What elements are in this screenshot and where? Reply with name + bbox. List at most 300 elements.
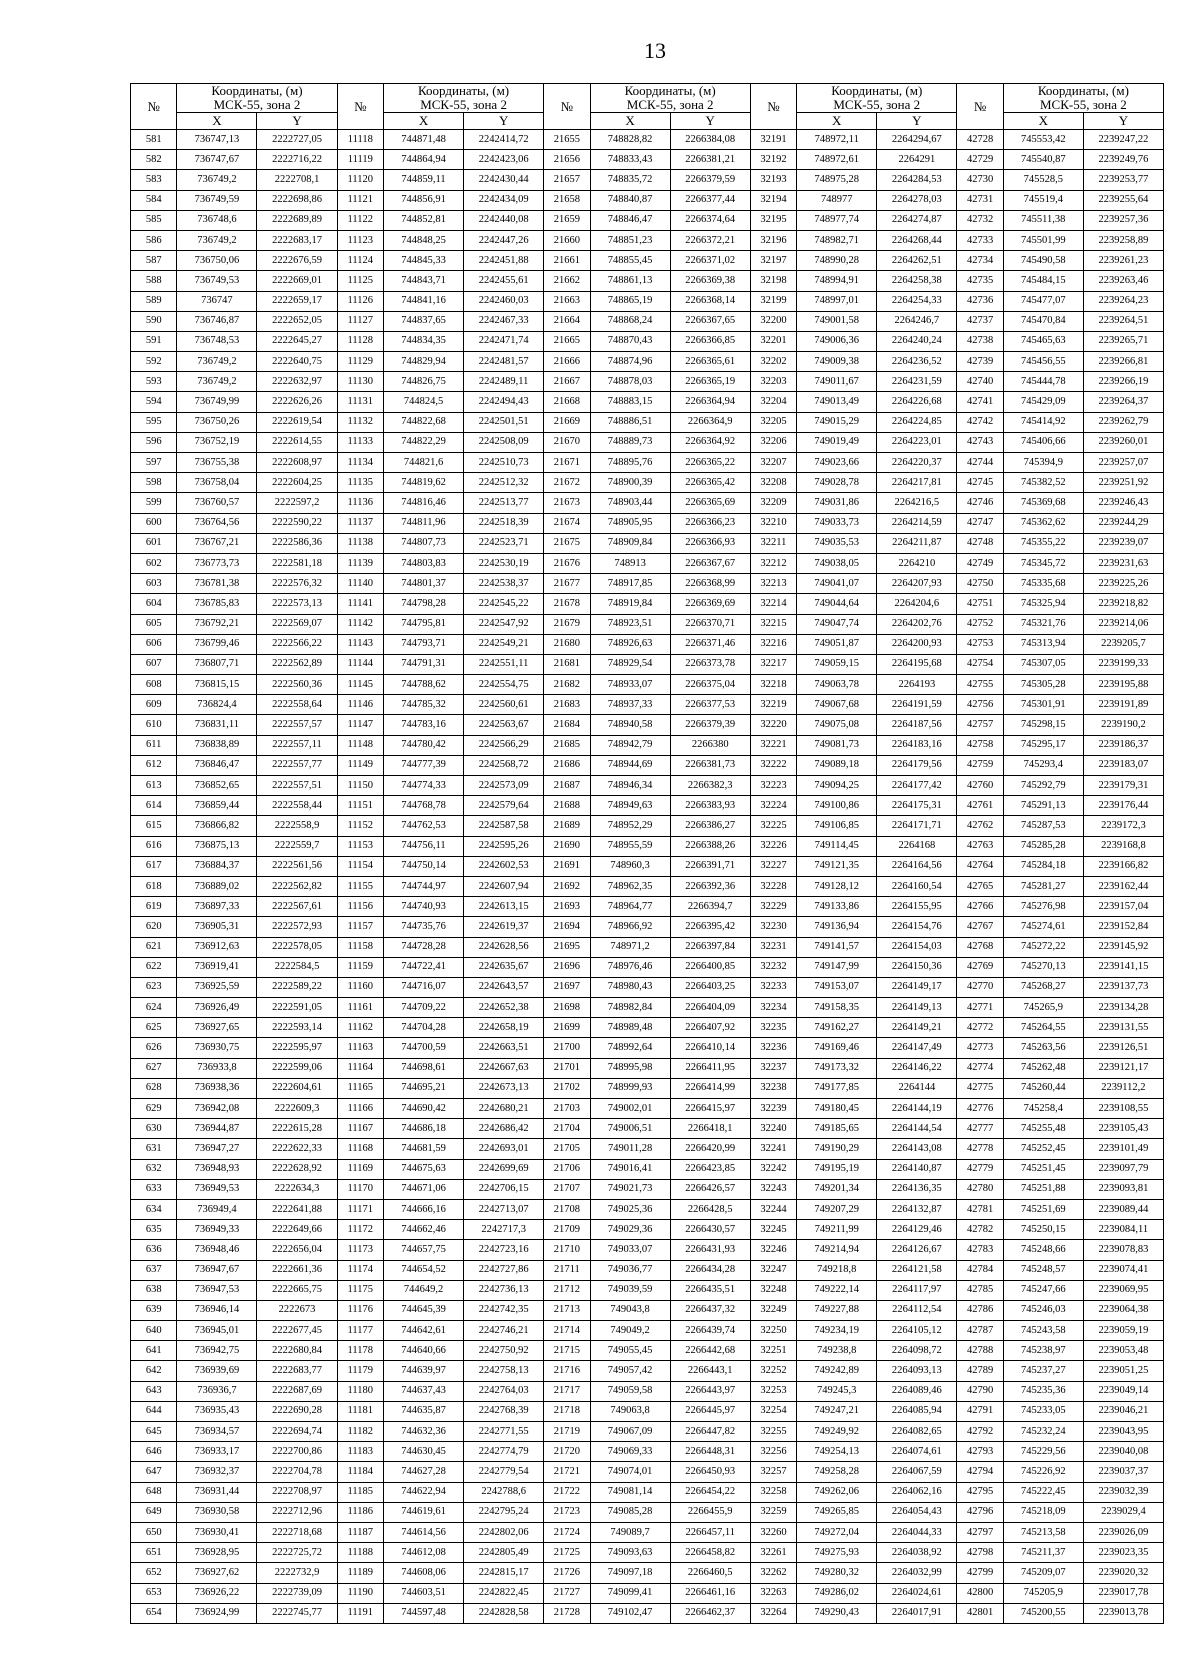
x-coordinate: 748886,51 (590, 412, 670, 432)
point-number: 42779 (957, 1159, 1003, 1179)
y-coordinate: 2266367,67 (670, 553, 750, 573)
point-number: 11176 (337, 1300, 383, 1320)
y-coordinate: 2222567,61 (257, 897, 337, 917)
point-number: 21724 (544, 1522, 590, 1542)
point-number: 594 (131, 392, 177, 412)
x-coordinate: 744845,33 (383, 251, 463, 271)
point-number: 612 (131, 755, 177, 775)
x-coordinate: 749081,73 (797, 735, 877, 755)
y-coordinate: 2266391,71 (670, 856, 750, 876)
column-header-y: Y (670, 113, 750, 130)
y-coordinate: 2242750,92 (464, 1341, 544, 1361)
point-number: 11187 (337, 1522, 383, 1542)
x-coordinate: 749162,27 (797, 1018, 877, 1038)
y-coordinate: 2266447,82 (670, 1422, 750, 1442)
point-number: 648 (131, 1482, 177, 1502)
y-coordinate: 2242742,35 (464, 1300, 544, 1320)
table-row (131, 856, 1164, 876)
point-number: 643 (131, 1381, 177, 1401)
point-number: 631 (131, 1139, 177, 1159)
x-coordinate: 744614,56 (383, 1522, 463, 1542)
x-coordinate: 749059,58 (590, 1381, 670, 1401)
y-coordinate: 2264032,99 (877, 1563, 957, 1583)
x-coordinate: 744695,21 (383, 1078, 463, 1098)
point-number: 11145 (337, 675, 383, 695)
x-coordinate: 745200,55 (1003, 1603, 1083, 1623)
y-coordinate: 2264149,13 (877, 998, 957, 1018)
y-coordinate: 2264054,43 (877, 1502, 957, 1522)
y-coordinate: 2239105,43 (1083, 1119, 1163, 1139)
y-coordinate: 2222584,5 (257, 957, 337, 977)
x-coordinate: 749097,18 (590, 1563, 670, 1583)
x-coordinate: 745540,87 (1003, 150, 1083, 170)
point-number: 21727 (544, 1583, 590, 1603)
point-number: 32261 (750, 1543, 796, 1563)
y-coordinate: 2222622,33 (257, 1139, 337, 1159)
point-number: 618 (131, 876, 177, 896)
point-number: 616 (131, 836, 177, 856)
y-coordinate: 2266439,74 (670, 1321, 750, 1341)
x-coordinate: 745298,15 (1003, 715, 1083, 735)
point-number: 42766 (957, 897, 1003, 917)
point-number: 42736 (957, 291, 1003, 311)
x-coordinate: 736944,87 (177, 1119, 257, 1139)
y-coordinate: 2222676,59 (257, 251, 337, 271)
table-row (131, 190, 1164, 210)
column-header-x: X (1003, 113, 1083, 130)
point-number: 621 (131, 937, 177, 957)
point-number: 11184 (337, 1462, 383, 1482)
point-number: 32257 (750, 1462, 796, 1482)
table-row (131, 735, 1164, 755)
x-coordinate: 744690,42 (383, 1099, 463, 1119)
y-coordinate: 2239032,39 (1083, 1482, 1163, 1502)
table-row (131, 1018, 1164, 1038)
y-coordinate: 2239046,21 (1083, 1401, 1163, 1421)
y-coordinate: 2239043,95 (1083, 1422, 1163, 1442)
y-coordinate: 2242828,58 (464, 1603, 544, 1623)
y-coordinate: 2242430,44 (464, 170, 544, 190)
x-coordinate: 744686,18 (383, 1119, 463, 1139)
point-number: 42769 (957, 957, 1003, 977)
x-coordinate: 748949,63 (590, 796, 670, 816)
point-number: 32221 (750, 735, 796, 755)
x-coordinate: 736758,04 (177, 473, 257, 493)
x-coordinate: 744681,59 (383, 1139, 463, 1159)
x-coordinate: 749081,14 (590, 1482, 670, 1502)
x-coordinate: 736747,13 (177, 130, 257, 150)
point-number: 32263 (750, 1583, 796, 1603)
x-coordinate: 749031,86 (797, 493, 877, 513)
point-number: 623 (131, 977, 177, 997)
y-coordinate: 2222687,69 (257, 1381, 337, 1401)
x-coordinate: 748903,44 (590, 493, 670, 513)
x-coordinate: 748971,2 (590, 937, 670, 957)
point-number: 21664 (544, 311, 590, 331)
y-coordinate: 2266366,85 (670, 331, 750, 351)
x-coordinate: 745255,48 (1003, 1119, 1083, 1139)
x-coordinate: 736949,33 (177, 1220, 257, 1240)
x-coordinate: 744642,61 (383, 1321, 463, 1341)
x-coordinate: 736927,65 (177, 1018, 257, 1038)
point-number: 11135 (337, 473, 383, 493)
y-coordinate: 2239162,44 (1083, 876, 1163, 896)
point-number: 581 (131, 130, 177, 150)
point-number: 615 (131, 816, 177, 836)
x-coordinate: 749290,43 (797, 1603, 877, 1623)
point-number: 32246 (750, 1240, 796, 1260)
y-coordinate: 2242717,3 (464, 1220, 544, 1240)
x-coordinate: 748933,07 (590, 675, 670, 695)
y-coordinate: 2242663,51 (464, 1038, 544, 1058)
table-row (131, 1381, 1164, 1401)
y-coordinate: 2242434,09 (464, 190, 544, 210)
point-number: 42797 (957, 1522, 1003, 1542)
point-number: 21665 (544, 331, 590, 351)
y-coordinate: 2264082,65 (877, 1422, 957, 1442)
point-number: 21677 (544, 574, 590, 594)
x-coordinate: 748972,61 (797, 150, 877, 170)
x-coordinate: 745268,27 (1003, 977, 1083, 997)
point-number: 11124 (337, 251, 383, 271)
table-row (131, 392, 1164, 412)
y-coordinate: 2266365,19 (670, 372, 750, 392)
point-number: 11168 (337, 1139, 383, 1159)
y-coordinate: 2239134,28 (1083, 998, 1163, 1018)
point-number: 588 (131, 271, 177, 291)
y-coordinate: 2239218,82 (1083, 594, 1163, 614)
point-number: 11148 (337, 735, 383, 755)
y-coordinate: 2242723,16 (464, 1240, 544, 1260)
x-coordinate: 744816,46 (383, 493, 463, 513)
y-coordinate: 2266394,7 (670, 897, 750, 917)
point-number: 21725 (544, 1543, 590, 1563)
point-number: 21657 (544, 170, 590, 190)
point-number: 11159 (337, 957, 383, 977)
y-coordinate: 2266443,97 (670, 1381, 750, 1401)
point-number: 42776 (957, 1099, 1003, 1119)
point-number: 21685 (544, 735, 590, 755)
y-coordinate: 2222572,93 (257, 917, 337, 937)
x-coordinate: 745321,76 (1003, 614, 1083, 634)
x-coordinate: 748835,72 (590, 170, 670, 190)
table-row (131, 755, 1164, 775)
point-number: 42768 (957, 937, 1003, 957)
point-number: 11189 (337, 1563, 383, 1583)
point-number: 11129 (337, 352, 383, 372)
y-coordinate: 2222659,17 (257, 291, 337, 311)
point-number: 32197 (750, 251, 796, 271)
y-coordinate: 2266461,16 (670, 1583, 750, 1603)
table-row (131, 614, 1164, 634)
y-coordinate: 2266434,28 (670, 1260, 750, 1280)
x-coordinate: 748990,28 (797, 251, 877, 271)
point-number: 11169 (337, 1159, 383, 1179)
point-number: 21705 (544, 1139, 590, 1159)
point-number: 21706 (544, 1159, 590, 1179)
point-number: 42787 (957, 1321, 1003, 1341)
x-coordinate: 749100,86 (797, 796, 877, 816)
point-number: 11191 (337, 1603, 383, 1623)
point-number: 638 (131, 1280, 177, 1300)
point-number: 21655 (544, 130, 590, 150)
x-coordinate: 745262,48 (1003, 1058, 1083, 1078)
x-coordinate: 749211,99 (797, 1220, 877, 1240)
x-coordinate: 736764,56 (177, 513, 257, 533)
y-coordinate: 2242699,69 (464, 1159, 544, 1179)
point-number: 649 (131, 1502, 177, 1522)
y-coordinate: 2266443,1 (670, 1361, 750, 1381)
x-coordinate: 749089,7 (590, 1522, 670, 1542)
point-number: 11121 (337, 190, 383, 210)
x-coordinate: 736930,75 (177, 1038, 257, 1058)
y-coordinate: 2239262,79 (1083, 412, 1163, 432)
point-number: 646 (131, 1442, 177, 1462)
point-number: 42789 (957, 1361, 1003, 1381)
y-coordinate: 2222712,96 (257, 1502, 337, 1522)
point-number: 608 (131, 675, 177, 695)
x-coordinate: 749063,8 (590, 1401, 670, 1421)
point-number: 603 (131, 574, 177, 594)
point-number: 633 (131, 1179, 177, 1199)
y-coordinate: 2222708,97 (257, 1482, 337, 1502)
x-coordinate: 744788,62 (383, 675, 463, 695)
x-coordinate: 749136,94 (797, 917, 877, 937)
table-row (131, 1220, 1164, 1240)
y-coordinate: 2264223,01 (877, 432, 957, 452)
y-coordinate: 2266380 (670, 735, 750, 755)
table-row (131, 1179, 1164, 1199)
point-number: 634 (131, 1199, 177, 1219)
coordinate-system-label: МСК-55, зона 2 (833, 97, 921, 112)
y-coordinate: 2222599,06 (257, 1058, 337, 1078)
point-number: 42748 (957, 533, 1003, 553)
table-row (131, 230, 1164, 250)
point-number: 599 (131, 493, 177, 513)
x-coordinate: 749029,36 (590, 1220, 670, 1240)
point-number: 42746 (957, 493, 1003, 513)
point-number: 32210 (750, 513, 796, 533)
y-coordinate: 2242602,53 (464, 856, 544, 876)
point-number: 21709 (544, 1220, 590, 1240)
x-coordinate: 748994,91 (797, 271, 877, 291)
y-coordinate: 2239112,2 (1083, 1078, 1163, 1098)
y-coordinate: 2239121,17 (1083, 1058, 1163, 1078)
x-coordinate: 748972,11 (797, 130, 877, 150)
x-coordinate: 736747,67 (177, 150, 257, 170)
table-row (131, 1280, 1164, 1300)
point-number: 11138 (337, 533, 383, 553)
table-row (131, 1078, 1164, 1098)
y-coordinate: 2242815,17 (464, 1563, 544, 1583)
x-coordinate: 744622,94 (383, 1482, 463, 1502)
x-coordinate: 744801,37 (383, 574, 463, 594)
x-coordinate: 749249,92 (797, 1422, 877, 1442)
y-coordinate: 2266395,42 (670, 917, 750, 937)
coordinates-title: Координаты, (м) (1037, 83, 1129, 98)
x-coordinate: 749158,35 (797, 998, 877, 1018)
x-coordinate: 748878,03 (590, 372, 670, 392)
x-coordinate: 749085,28 (590, 1502, 670, 1522)
table-row (131, 1563, 1164, 1583)
y-coordinate: 2242613,15 (464, 897, 544, 917)
y-coordinate: 2222632,97 (257, 372, 337, 392)
x-coordinate: 744612,08 (383, 1543, 463, 1563)
point-number: 21699 (544, 1018, 590, 1038)
y-coordinate: 2242595,26 (464, 836, 544, 856)
x-coordinate: 736949,4 (177, 1199, 257, 1219)
point-number: 21716 (544, 1361, 590, 1381)
column-header-number: № (544, 84, 590, 130)
x-coordinate: 749075,08 (797, 715, 877, 735)
point-number: 32237 (750, 1058, 796, 1078)
point-number: 586 (131, 230, 177, 250)
y-coordinate: 2264067,59 (877, 1462, 957, 1482)
y-coordinate: 2242607,94 (464, 876, 544, 896)
table-row (131, 1482, 1164, 1502)
y-coordinate: 2222745,77 (257, 1603, 337, 1623)
point-number: 629 (131, 1099, 177, 1119)
x-coordinate: 736749,2 (177, 352, 257, 372)
y-coordinate: 2222558,44 (257, 796, 337, 816)
y-coordinate: 2242658,19 (464, 1018, 544, 1038)
y-coordinate: 2266366,93 (670, 533, 750, 553)
y-coordinate: 2222645,27 (257, 331, 337, 351)
point-number: 11137 (337, 513, 383, 533)
x-coordinate: 745292,79 (1003, 776, 1083, 796)
x-coordinate: 736949,53 (177, 1179, 257, 1199)
point-number: 585 (131, 210, 177, 230)
point-number: 635 (131, 1220, 177, 1240)
x-coordinate: 745325,94 (1003, 594, 1083, 614)
x-coordinate: 745252,45 (1003, 1139, 1083, 1159)
y-coordinate: 2222718,68 (257, 1522, 337, 1542)
point-number: 583 (131, 170, 177, 190)
column-header-coordinates (383, 84, 543, 113)
table-row (131, 937, 1164, 957)
table-row (131, 453, 1164, 473)
x-coordinate: 744783,16 (383, 715, 463, 735)
point-number: 11153 (337, 836, 383, 856)
point-number: 32223 (750, 776, 796, 796)
y-coordinate: 2242579,64 (464, 796, 544, 816)
x-coordinate: 745301,91 (1003, 695, 1083, 715)
x-coordinate: 736760,57 (177, 493, 257, 513)
x-coordinate: 736897,33 (177, 897, 257, 917)
point-number: 11166 (337, 1099, 383, 1119)
x-coordinate: 749036,77 (590, 1260, 670, 1280)
y-coordinate: 2266448,31 (670, 1442, 750, 1462)
x-coordinate: 749013,49 (797, 392, 877, 412)
x-coordinate: 748977 (797, 190, 877, 210)
point-number: 32213 (750, 574, 796, 594)
point-number: 21703 (544, 1099, 590, 1119)
x-coordinate: 748917,85 (590, 574, 670, 594)
y-coordinate: 2264017,91 (877, 1603, 957, 1623)
table-row (131, 1462, 1164, 1482)
y-coordinate: 2264231,59 (877, 372, 957, 392)
y-coordinate: 2266373,78 (670, 654, 750, 674)
x-coordinate: 749227,88 (797, 1300, 877, 1320)
y-coordinate: 2222609,3 (257, 1099, 337, 1119)
y-coordinate: 2239190,2 (1083, 715, 1163, 735)
y-coordinate: 2266414,99 (670, 1078, 750, 1098)
table-row (131, 331, 1164, 351)
point-number: 642 (131, 1361, 177, 1381)
point-number: 11122 (337, 210, 383, 230)
y-coordinate: 2264126,67 (877, 1240, 957, 1260)
y-coordinate: 2222739,09 (257, 1583, 337, 1603)
y-coordinate: 2222700,86 (257, 1442, 337, 1462)
y-coordinate: 2222725,72 (257, 1543, 337, 1563)
point-number: 21661 (544, 251, 590, 271)
y-coordinate: 2239059,19 (1083, 1321, 1163, 1341)
point-number: 42780 (957, 1179, 1003, 1199)
x-coordinate: 736912,63 (177, 937, 257, 957)
y-coordinate: 2242501,51 (464, 412, 544, 432)
x-coordinate: 745362,62 (1003, 513, 1083, 533)
y-coordinate: 2222694,74 (257, 1422, 337, 1442)
y-coordinate: 2239264,23 (1083, 291, 1163, 311)
x-coordinate: 736945,01 (177, 1321, 257, 1341)
x-coordinate: 736946,14 (177, 1300, 257, 1320)
point-number: 21656 (544, 150, 590, 170)
point-number: 21689 (544, 816, 590, 836)
point-number: 42761 (957, 796, 1003, 816)
y-coordinate: 2266404,09 (670, 998, 750, 1018)
table-row (131, 816, 1164, 836)
point-number: 607 (131, 654, 177, 674)
point-number: 11164 (337, 1058, 383, 1078)
y-coordinate: 2239176,44 (1083, 796, 1163, 816)
x-coordinate: 748926,63 (590, 634, 670, 654)
y-coordinate: 2242788,6 (464, 1482, 544, 1502)
point-number: 32198 (750, 271, 796, 291)
x-coordinate: 749177,85 (797, 1078, 877, 1098)
y-coordinate: 2239152,84 (1083, 917, 1163, 937)
y-coordinate: 2242547,92 (464, 614, 544, 634)
x-coordinate: 749006,51 (590, 1119, 670, 1139)
point-number: 11140 (337, 574, 383, 594)
x-coordinate: 749001,58 (797, 311, 877, 331)
point-number: 42801 (957, 1603, 1003, 1623)
point-number: 584 (131, 190, 177, 210)
y-coordinate: 2242568,72 (464, 755, 544, 775)
y-coordinate: 2239020,32 (1083, 1563, 1163, 1583)
point-number: 11136 (337, 493, 383, 513)
point-number: 42745 (957, 473, 1003, 493)
coordinate-system-label: МСК-55, зона 2 (1039, 97, 1127, 112)
x-coordinate: 744834,35 (383, 331, 463, 351)
x-coordinate: 749033,73 (797, 513, 877, 533)
point-number: 42749 (957, 553, 1003, 573)
x-coordinate: 736746,87 (177, 311, 257, 331)
y-coordinate: 2242774,79 (464, 1442, 544, 1462)
point-number: 32254 (750, 1401, 796, 1421)
point-number: 11180 (337, 1381, 383, 1401)
x-coordinate: 748982,71 (797, 230, 877, 250)
point-number: 21691 (544, 856, 590, 876)
table-row (131, 917, 1164, 937)
point-number: 21700 (544, 1038, 590, 1058)
y-coordinate: 2266418,1 (670, 1119, 750, 1139)
point-number: 632 (131, 1159, 177, 1179)
point-number: 11130 (337, 372, 383, 392)
x-coordinate: 749262,06 (797, 1482, 877, 1502)
y-coordinate: 2266369,69 (670, 594, 750, 614)
x-coordinate: 745260,44 (1003, 1078, 1083, 1098)
x-coordinate: 748865,19 (590, 291, 670, 311)
